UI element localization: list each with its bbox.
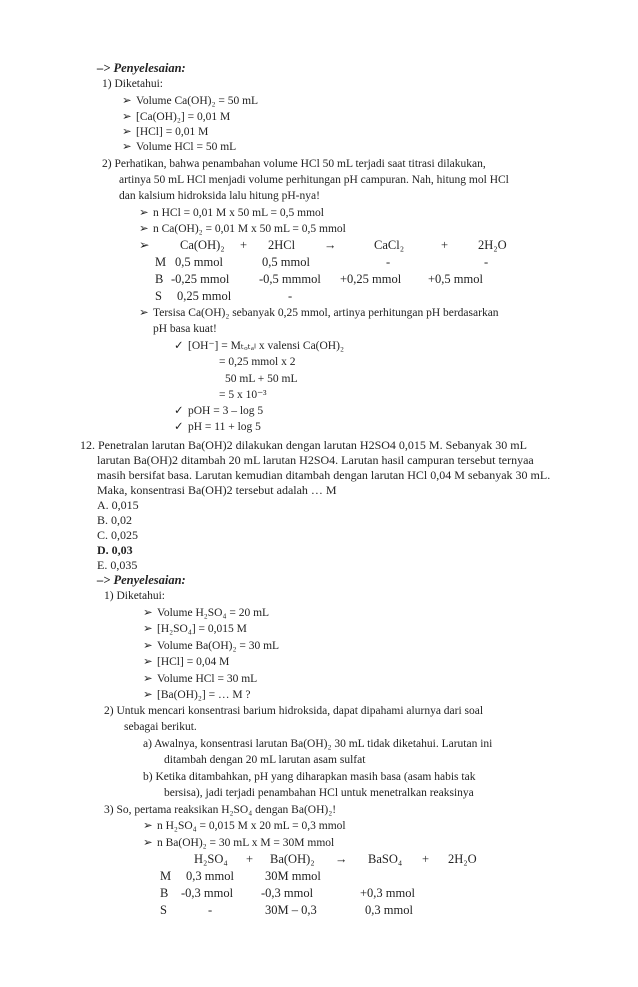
table-cell: - xyxy=(288,289,293,303)
table-header-cell: H₂SO₄ xyxy=(194,852,228,866)
bullet-item: ➢ Volume HCl = 30 mL xyxy=(143,673,258,685)
table-cell: 30M – 0,3 xyxy=(265,903,317,917)
step-2a-text: a) Awalnya, konsentrasi larutan Ba(OH)₂ 30 mL tidak diketahui. Larutan ini xyxy=(143,738,493,750)
table-cell: -0,5 mmmol xyxy=(259,272,321,286)
arrow-bullet-icon: ➢ xyxy=(143,607,153,619)
arrow-bullet-icon: ➢ xyxy=(143,640,153,652)
question-text: Maka, konsentrasi Ba(OH)2 tersebut adalah … M xyxy=(97,483,337,497)
arrow-bullet-icon: ➢ xyxy=(122,111,132,123)
check-item: ✓ pH = 11 + log 5 xyxy=(174,421,261,433)
step-2-text: 2) Untuk mencari konsentrasi barium hidroksida, dapat dipahami alurnya dari soal xyxy=(104,705,484,717)
check-bullet-icon: ✓ xyxy=(174,340,184,352)
arrow-bullet-icon: ➢ xyxy=(139,207,149,219)
table-header-cell: 2H₂O xyxy=(448,852,477,866)
table-cell: - xyxy=(208,903,213,917)
option-b: B. 0,02 xyxy=(97,513,133,527)
table-header-cell: + xyxy=(422,852,430,866)
table-cell: 0,5 mmol xyxy=(262,255,310,269)
table-cell: - xyxy=(484,255,489,269)
bullet-item: ➢ Volume Ca(OH)₂ = 50 mL xyxy=(122,95,259,107)
check-item: ✓ pOH = 3 – log 5 xyxy=(174,405,264,417)
arrow-bullet-icon: ➢ xyxy=(143,689,153,701)
check-item: ✓ [OH⁻] = Mₜₒₜₐₗ x valensi Ca(OH)₂ xyxy=(174,340,344,352)
option-c: C. 0,025 xyxy=(97,528,139,542)
formula-line: 50 mL + 50 mL xyxy=(225,373,298,385)
table-header-cell: + xyxy=(240,238,248,252)
table-header-cell: 2H₂O xyxy=(478,238,507,252)
bullet-item: ➢ [Ca(OH)₂] = 0,01 M xyxy=(122,111,231,123)
table-cell: -0,25 mmol xyxy=(171,272,230,286)
bullet-item: ➢ [H₂SO₄] = 0,015 M xyxy=(143,623,247,635)
table-cell: 0,5 mmol xyxy=(175,255,223,269)
table-cell: 0,25 mmol xyxy=(177,289,232,303)
arrow-bullet-icon: ➢ xyxy=(122,141,132,153)
table-row-label: B xyxy=(155,272,164,286)
option-a: A. 0,015 xyxy=(97,498,139,512)
table-cell: +0,3 mmol xyxy=(360,886,415,900)
table-row-label: S xyxy=(160,903,167,917)
table-row-label: M xyxy=(155,255,167,269)
table-row-label: S xyxy=(155,289,162,303)
arrow-bullet-icon: ➢ xyxy=(143,837,153,849)
known-heading: 1) Diketahui: xyxy=(104,590,165,602)
option-d-correct: D. 0,03 xyxy=(97,543,133,557)
step-2-text: 2) Perhatikan, bahwa penambahan volume HCl 50 mL terjadi saat titrasi dilakukan, xyxy=(102,158,486,170)
step-2b-text: bersisa), jadi terjadi penambahan HCl untuk menetralkan reaksinya xyxy=(164,787,474,799)
step-2b-text: b) Ketika ditambahkan, pH yang diharapkan masih basa (asam habis tak xyxy=(143,771,476,783)
table-cell: - xyxy=(386,255,391,269)
formula-line: = 0,25 mmol x 2 xyxy=(219,356,296,368)
step-2-text: dan kalsium hidroksida lalu hitung pH-nya! xyxy=(119,190,320,202)
arrow-bullet-icon: ➢ xyxy=(143,820,153,832)
table-header-cell: Ba(OH)₂ xyxy=(270,852,315,866)
table-row-label: M xyxy=(160,869,172,883)
bullet-item: ➢ n Ca(OH)₂ = 0,01 M x 50 mL = 0,5 mmol xyxy=(139,223,346,235)
table-cell: 0,3 mmol xyxy=(365,903,413,917)
bullet-text: pH basa kuat! xyxy=(153,323,217,335)
table-header-cell: 2HCl xyxy=(268,238,296,252)
step-2a-text: ditambah dengan 20 mL larutan asam sulfat xyxy=(164,754,366,766)
bullet-item: ➢ Volume Ba(OH)₂ = 30 mL xyxy=(143,640,280,652)
arrow-bullet-icon: ➢ xyxy=(122,126,132,138)
table-cell: -0,3 mmol xyxy=(261,886,314,900)
arrow-bullet-icon: ➢ xyxy=(122,95,132,107)
option-e: E. 0,035 xyxy=(97,558,138,572)
table-cell: -0,3 mmol xyxy=(181,886,234,900)
table-cell: +0,5 mmol xyxy=(428,272,483,286)
table-cell: 0,3 mmol xyxy=(186,869,234,883)
question-text: masih bersifat basa. Larutan kemudian ditambah dengan larutan HCl 0,04 M sebanyak 30 mL. xyxy=(97,468,551,482)
bullet-item: ➢ Volume HCl = 50 mL xyxy=(122,141,237,153)
table-header-cell: → xyxy=(324,238,337,252)
question-text: larutan Ba(OH)2 ditambah 20 mL larutan H2SO4. Larutan hasil campuran tersebut ternyaa xyxy=(97,453,534,467)
solution-heading: –> Penyelesaian: xyxy=(97,61,186,75)
bullet-item: ➢ n H₂SO₄ = 0,015 M x 20 mL = 0,3 mmol xyxy=(143,820,346,832)
step-2-text: sebagai berikut. xyxy=(124,721,197,733)
table-header-cell: CaCl₂ xyxy=(374,238,405,252)
bullet-item: ➢ Tersisa Ca(OH)₂ sebanyak 0,25 mmol, artinya perhitungan pH berdasarkan xyxy=(139,307,499,319)
table-header-cell: → xyxy=(335,852,348,866)
bullet-item: ➢ [HCl] = 0,04 M xyxy=(143,656,230,668)
check-bullet-icon: ✓ xyxy=(174,421,184,433)
arrow-bullet-icon: ➢ xyxy=(139,307,149,319)
arrow-bullet-icon: ➢ xyxy=(143,623,153,635)
bullet-item: ➢ Volume H₂SO₄ = 20 mL xyxy=(143,607,270,619)
question-text: 12. Penetralan larutan Ba(OH)2 dilakukan dengan larutan H2SO4 0,015 M. Sebanyak 30 mL xyxy=(80,438,527,452)
known-heading: 1) Diketahui: xyxy=(102,78,163,90)
table-header-cell: + xyxy=(246,852,254,866)
table-cell: +0,25 mmol xyxy=(340,272,402,286)
table-header-cell: Ca(OH)₂ xyxy=(180,238,225,252)
bullet-item: ➢ [Ba(OH)₂] = … M ? xyxy=(143,689,251,701)
arrow-bullet-icon: ➢ xyxy=(139,223,149,235)
arrow-bullet-icon: ➢ xyxy=(143,656,153,668)
table-header-cell: BaSO₄ xyxy=(368,852,403,866)
bullet-item: ➢ n HCl = 0,01 M x 50 mL = 0,5 mmol xyxy=(139,207,324,219)
bullet-item: ➢ [HCl] = 0,01 M xyxy=(122,126,209,138)
step-2-text: artinya 50 mL HCl menjadi volume perhitungan pH campuran. Nah, hitung mol HCl xyxy=(119,174,509,186)
check-bullet-icon: ✓ xyxy=(174,405,184,417)
arrow-bullet-icon: ➢ xyxy=(139,238,150,252)
solution-heading: –> Penyelesaian: xyxy=(97,573,186,587)
table-header-cell: + xyxy=(441,238,449,252)
table-row-label: B xyxy=(160,886,169,900)
table-cell: 30M mmol xyxy=(265,869,321,883)
bullet-item: ➢ n Ba(OH)₂ = 30 mL x M = 30M mmol xyxy=(143,837,335,849)
step-3-text: 3) So, pertama reaksikan H₂SO₄ dengan Ba(OH)₂! xyxy=(104,804,337,816)
arrow-bullet-icon: ➢ xyxy=(143,673,153,685)
formula-line: = 5 x 10⁻³ xyxy=(219,389,267,401)
